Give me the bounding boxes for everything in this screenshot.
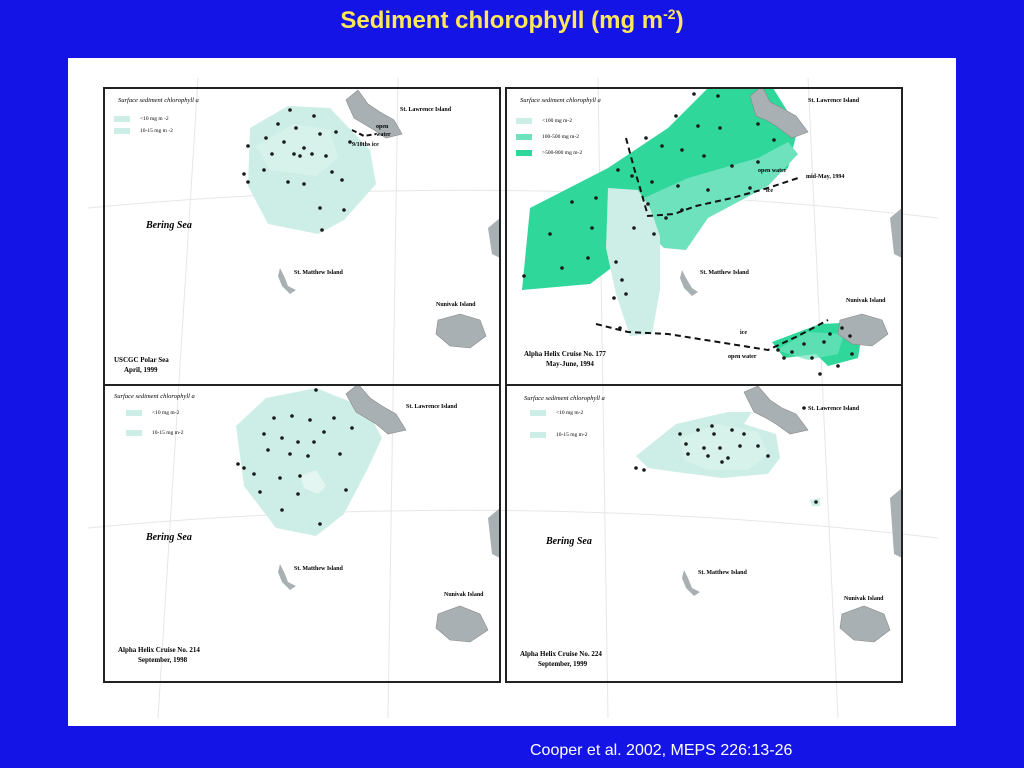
island-label: St. Matthew Island [700, 270, 749, 276]
nunivak-island [840, 606, 890, 642]
legend-label: 100-500 mg m-2 [542, 134, 579, 140]
island-label: Nunivak Island [846, 298, 886, 304]
legend-label: 10-15 mg m-2 [556, 432, 588, 438]
legend-swatch-dark [516, 150, 532, 156]
island-label: Nunivak Island [444, 592, 484, 598]
legend-label: <10 mg m -2 [140, 116, 169, 122]
annotation: open [376, 124, 389, 130]
island-label: St. Lawrence Island [400, 107, 452, 113]
nunivak-island [436, 314, 486, 348]
cruise-label: Alpha Helix Cruise No. 177 [524, 350, 606, 358]
mainland [488, 508, 500, 558]
island-label: St. Lawrence Island [808, 98, 860, 104]
panel-frames [104, 88, 902, 682]
map-figure [68, 58, 956, 726]
annotation: ice [766, 188, 773, 194]
annotation: water [376, 132, 391, 138]
cruise-label: September, 1999 [538, 660, 588, 668]
legend-label: >500-800 mg m-2 [542, 150, 583, 156]
legend-label: 10-15 mg m-2 [152, 430, 184, 436]
cruise-label: April, 1999 [124, 366, 158, 374]
legend-label: <10 mg m-2 [556, 410, 584, 416]
island-label: St. Lawrence Island [808, 406, 860, 412]
mainland [890, 208, 902, 258]
island-label: St. Lawrence Island [406, 404, 458, 410]
island-label: Nunivak Island [436, 302, 476, 308]
legend-swatch-light [114, 116, 130, 122]
nunivak-island [436, 606, 488, 642]
legend-title: Surface sediment chlorophyll a [114, 393, 195, 400]
figure-panel [68, 58, 956, 726]
panel-alpha-helix-177 [516, 80, 902, 376]
legend-label: <10 mg m-2 [152, 410, 180, 416]
legend-title: Surface sediment chlorophyll a [524, 395, 605, 402]
citation: Cooper et al. 2002, MEPS 226:13-26 [530, 742, 793, 759]
island-label: St. Matthew Island [698, 570, 747, 576]
mainland [488, 218, 500, 258]
cruise-label: Alpha Helix Cruise No. 224 [520, 650, 602, 658]
sea-label: Bering Sea [146, 220, 192, 231]
legend-swatch-light [516, 118, 532, 124]
legend-label: <100 mg m-2 [542, 118, 572, 124]
legend-swatch-medium [516, 134, 532, 140]
legend-label: 10-15 mg m -2 [140, 128, 173, 134]
mainland [890, 488, 902, 558]
legend-swatch-light [114, 128, 130, 134]
island-label: St. Matthew Island [294, 566, 343, 572]
cruise-label: September, 1998 [138, 656, 188, 664]
legend-title: Surface sediment chlorophyll a [520, 97, 601, 104]
legend-swatch-light [126, 410, 142, 416]
sea-label: Bering Sea [146, 532, 192, 543]
annotation: ice [740, 330, 747, 336]
legend-swatch-light [126, 430, 142, 436]
legend-swatch-light [530, 432, 546, 438]
sea-label: Bering Sea [546, 536, 592, 547]
slide-title: Sediment chlorophyll (mg $m^{-2}$) [340, 6, 684, 34]
cruise-label: Alpha Helix Cruise No. 214 [118, 646, 200, 654]
st-matthew-island [680, 270, 698, 296]
st-lawrence-island [744, 386, 808, 434]
cruise-label: USCGC Polar Sea [114, 356, 169, 364]
annotation: 9/10ths ice [352, 142, 379, 148]
panel-polar-sea-1999 [114, 90, 500, 374]
island-label: St. Matthew Island [294, 270, 343, 276]
legend-title: Surface sediment chlorophyll a [118, 97, 199, 104]
annotation: open water [758, 168, 787, 174]
legend-swatch-light [530, 410, 546, 416]
cruise-label: May-June, 1994 [546, 360, 594, 368]
annotation: open water [728, 354, 757, 360]
panel-alpha-helix-214 [114, 384, 500, 664]
island-label: Nunivak Island [844, 596, 884, 602]
annotation: mid-May, 1994 [806, 174, 845, 180]
panel-alpha-helix-224 [520, 386, 902, 668]
